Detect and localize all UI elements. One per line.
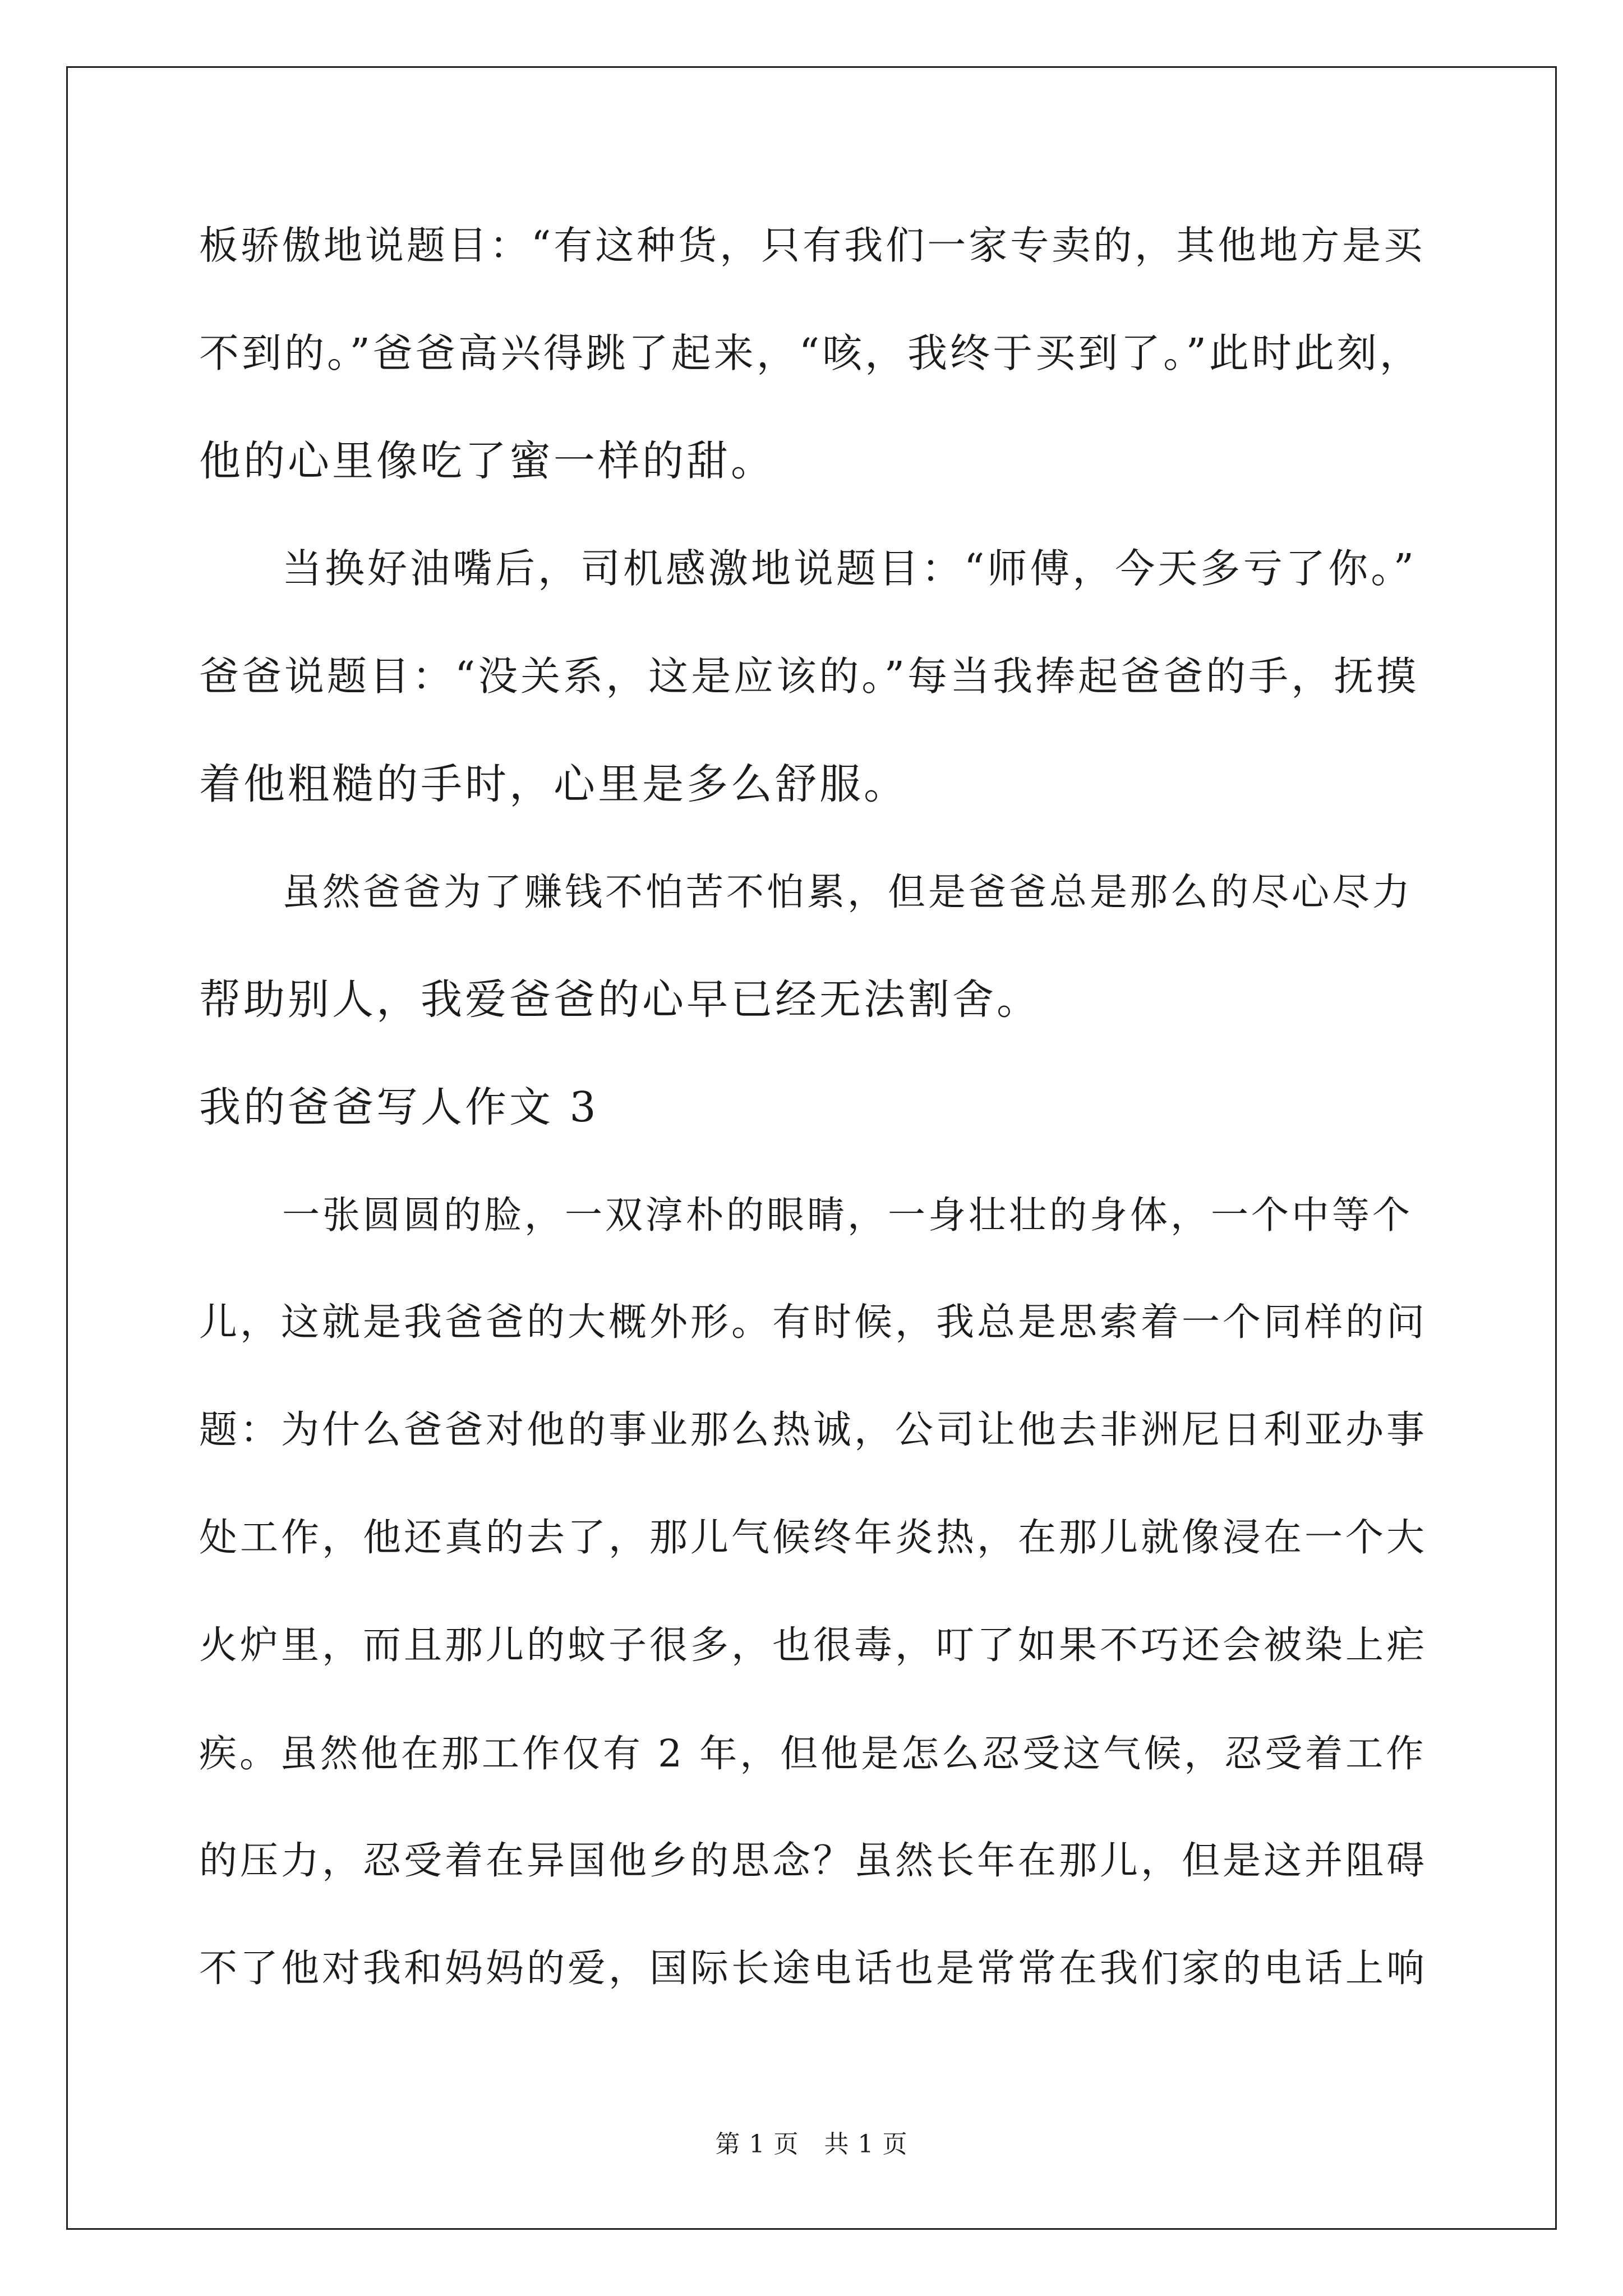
page-footer: 第 1 页 共 1 页	[715, 2130, 908, 2159]
text-line: 疾。虽然他在那工作仅有 2 年，但他是怎么忍受这气候，忍受着工作	[199, 1732, 1427, 1775]
text-line: 板骄傲地说题目：“有这种货，只有我们一家专卖的，其他地方是买	[199, 223, 1426, 268]
text-line: 当换好油嘴后，司机感激地说题目：“师傅，今天多亏了你。”	[282, 545, 1417, 592]
text-line: 虽然爸爸为了赚钱不怕苦不怕累，但是爸爸总是那么的尽心尽力	[282, 870, 1413, 914]
text-line: 一张圆圆的脸，一双淳朴的眼睛，一身壮壮的身体，一个中等个	[282, 1193, 1413, 1237]
text-line: 题：为什么爸爸对他的事业那么热诚，公司让他去非洲尼日利亚办事	[199, 1408, 1428, 1452]
text-line: 火炉里，而且那儿的蚊子很多，也很毒，叮了如果不巧还会被染上疟	[199, 1623, 1428, 1668]
section-heading: 我的爸爸写人作文 3	[199, 1083, 599, 1131]
text-line: 着他粗糙的手时，心里是多么舒服。	[199, 760, 908, 808]
text-line: 儿，这就是我爸爸的大概外形。有时候，我总是思索着一个同样的问	[199, 1300, 1428, 1345]
text-line: 不到的。”爸爸高兴得跳了起来，“咳，我终于买到了。”此时此刻，	[199, 330, 1422, 376]
text-line: 帮助别人，我爱爸爸的心早已经无法割舍。	[199, 976, 1041, 1024]
text-line: 不了他对我和妈妈的爱，国际长途电话也是常常在我们家的电话上响	[199, 1947, 1428, 1991]
text-line: 处工作，他还真的去了，那儿气候终年炎热，在那儿就像浸在一个大	[199, 1516, 1428, 1560]
text-line: 的压力，忍受着在异国他乡的思念？虽然长年在那儿，但是这并阻碍	[199, 1839, 1428, 1883]
page-border	[66, 66, 1557, 2230]
text-line: 他的心里像吃了蜜一样的甜。	[199, 437, 775, 485]
text-line: 爸爸说题目：“没关系，这是应该的。”每当我捧起爸爸的手，抚摸	[199, 653, 1419, 700]
